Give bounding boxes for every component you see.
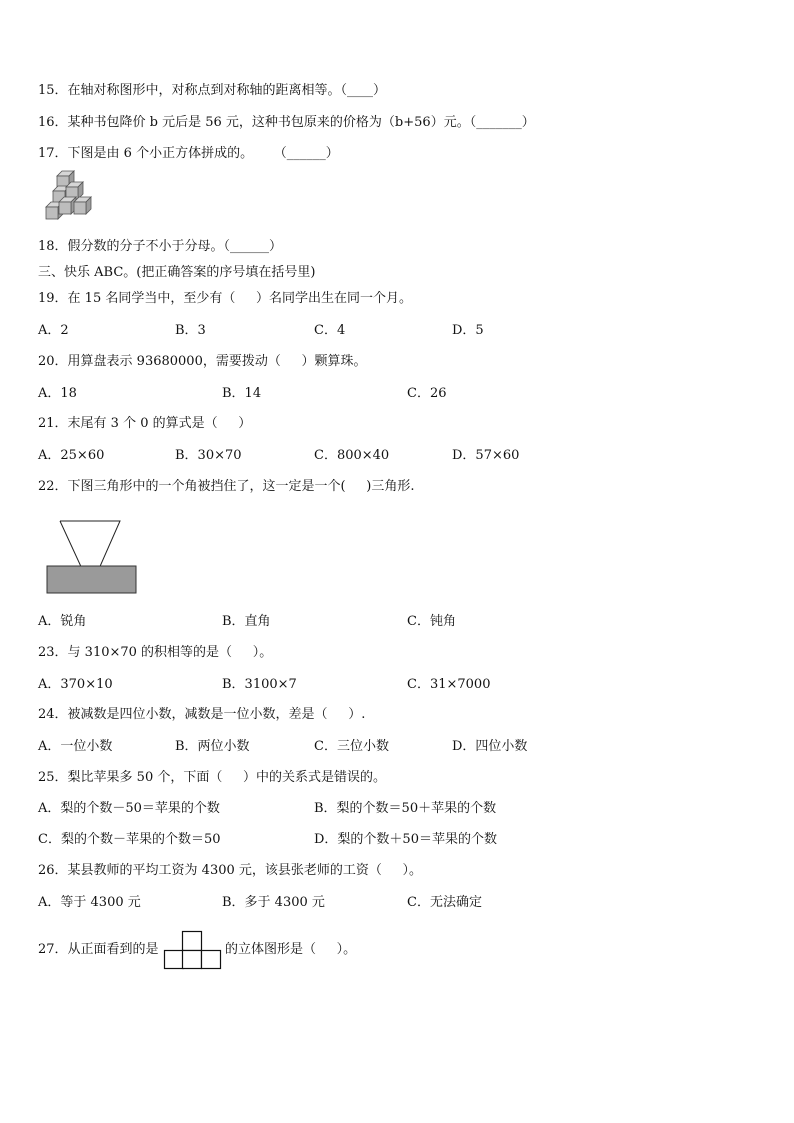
question-21: 21．末尾有 3 个 0 的算式是（ ） <box>38 416 252 431</box>
cube-front-face <box>46 207 58 219</box>
cubes-group <box>46 171 91 219</box>
q26-option-a: A．等于 4300 元 <box>38 895 141 910</box>
q25-option-c: C．梨的个数－苹果的个数＝50 <box>38 832 221 847</box>
question-17: 17．下图是由 6 个小正方体拼成的。 （______） <box>38 146 339 161</box>
q22-option-c: C．钝角 <box>407 614 456 629</box>
q19-option-c: C．4 <box>314 323 346 338</box>
q24-option-b: B．两位小数 <box>175 739 250 754</box>
q21-option-b: B．30×70 <box>175 448 242 463</box>
front-view-bottom-left-square <box>165 951 184 969</box>
question-25: 25．梨比苹果多 50 个，下面（ ）中的关系式是错误的。 <box>38 770 387 785</box>
question-22: 22．下图三角形中的一个角被挡住了，这一定是一个( )三角形. <box>38 479 415 494</box>
q21-option-d: D．57×60 <box>452 448 520 463</box>
question-19: 19．在 15 名同学当中，至少有（ ）名同学出生在同一个月。 <box>38 291 413 306</box>
q20-option-b: B．14 <box>222 386 262 401</box>
cube-front-face <box>59 202 71 214</box>
question-16: 16．某种书包降价 b 元后是 56 元，这种书包原来的价格为（b+56）元。（_______） <box>38 115 535 130</box>
q23-option-c: C．31×7000 <box>407 677 491 692</box>
question-27-end: 的立体图形是（ ）。 <box>225 942 357 957</box>
cube-stack-figure <box>44 174 104 230</box>
q21-option-c: C．800×40 <box>314 448 390 463</box>
q24-option-d: D．四位小数 <box>452 739 528 754</box>
question-24: 24．被减数是四位小数，减数是一位小数，差是（ ）. <box>38 707 366 722</box>
front-view-squares-figure <box>163 930 223 970</box>
q22-option-b: B．直角 <box>222 614 271 629</box>
question-20: 20．用算盘表示 93680000，需要拨动（ ）颗算珠。 <box>38 354 367 369</box>
section-3-heading: 三、快乐 ABC。(把正确答案的序号填在括号里) <box>38 265 316 280</box>
question-26: 26．某县教师的平均工资为 4300 元，该县张老师的工资（ ）。 <box>38 863 423 878</box>
q26-option-c: C．无法确定 <box>407 895 482 910</box>
q26-option-b: B．多于 4300 元 <box>222 895 325 910</box>
question-27-start: 27．从正面看到的是 <box>38 942 159 957</box>
q23-option-b: B．3100×7 <box>222 677 297 692</box>
q24-option-c: C．三位小数 <box>314 739 389 754</box>
question-23: 23．与 310×70 的积相等的是（ ）。 <box>38 645 273 660</box>
q19-option-b: B．3 <box>175 323 206 338</box>
q22-option-a: A．锐角 <box>38 614 87 629</box>
question-15: 15．在轴对称图形中，对称点到对称轴的距离相等。（____） <box>38 83 387 98</box>
q19-option-d: D．5 <box>452 323 484 338</box>
front-view-top-square <box>183 932 202 951</box>
covering-rectangle <box>47 566 136 593</box>
hidden-angle-triangle-figure <box>45 519 139 595</box>
triangle-sides <box>60 521 120 571</box>
q20-option-a: A．18 <box>38 386 77 401</box>
q19-option-a: A．2 <box>38 323 69 338</box>
cube-front-face <box>74 202 86 214</box>
q25-option-d: D．梨的个数＋50＝苹果的个数 <box>314 832 497 847</box>
q25-option-b: B．梨的个数＝50＋苹果的个数 <box>314 801 497 816</box>
question-18: 18．假分数的分子不小于分母。（______） <box>38 239 283 254</box>
q23-option-a: A．370×10 <box>38 677 113 692</box>
front-view-bottom-middle-square <box>183 951 202 969</box>
q24-option-a: A．一位小数 <box>38 739 113 754</box>
q21-option-a: A．25×60 <box>38 448 105 463</box>
q20-option-c: C．26 <box>407 386 447 401</box>
q25-option-a: A．梨的个数－50＝苹果的个数 <box>38 801 220 816</box>
front-view-bottom-right-square <box>202 951 221 969</box>
